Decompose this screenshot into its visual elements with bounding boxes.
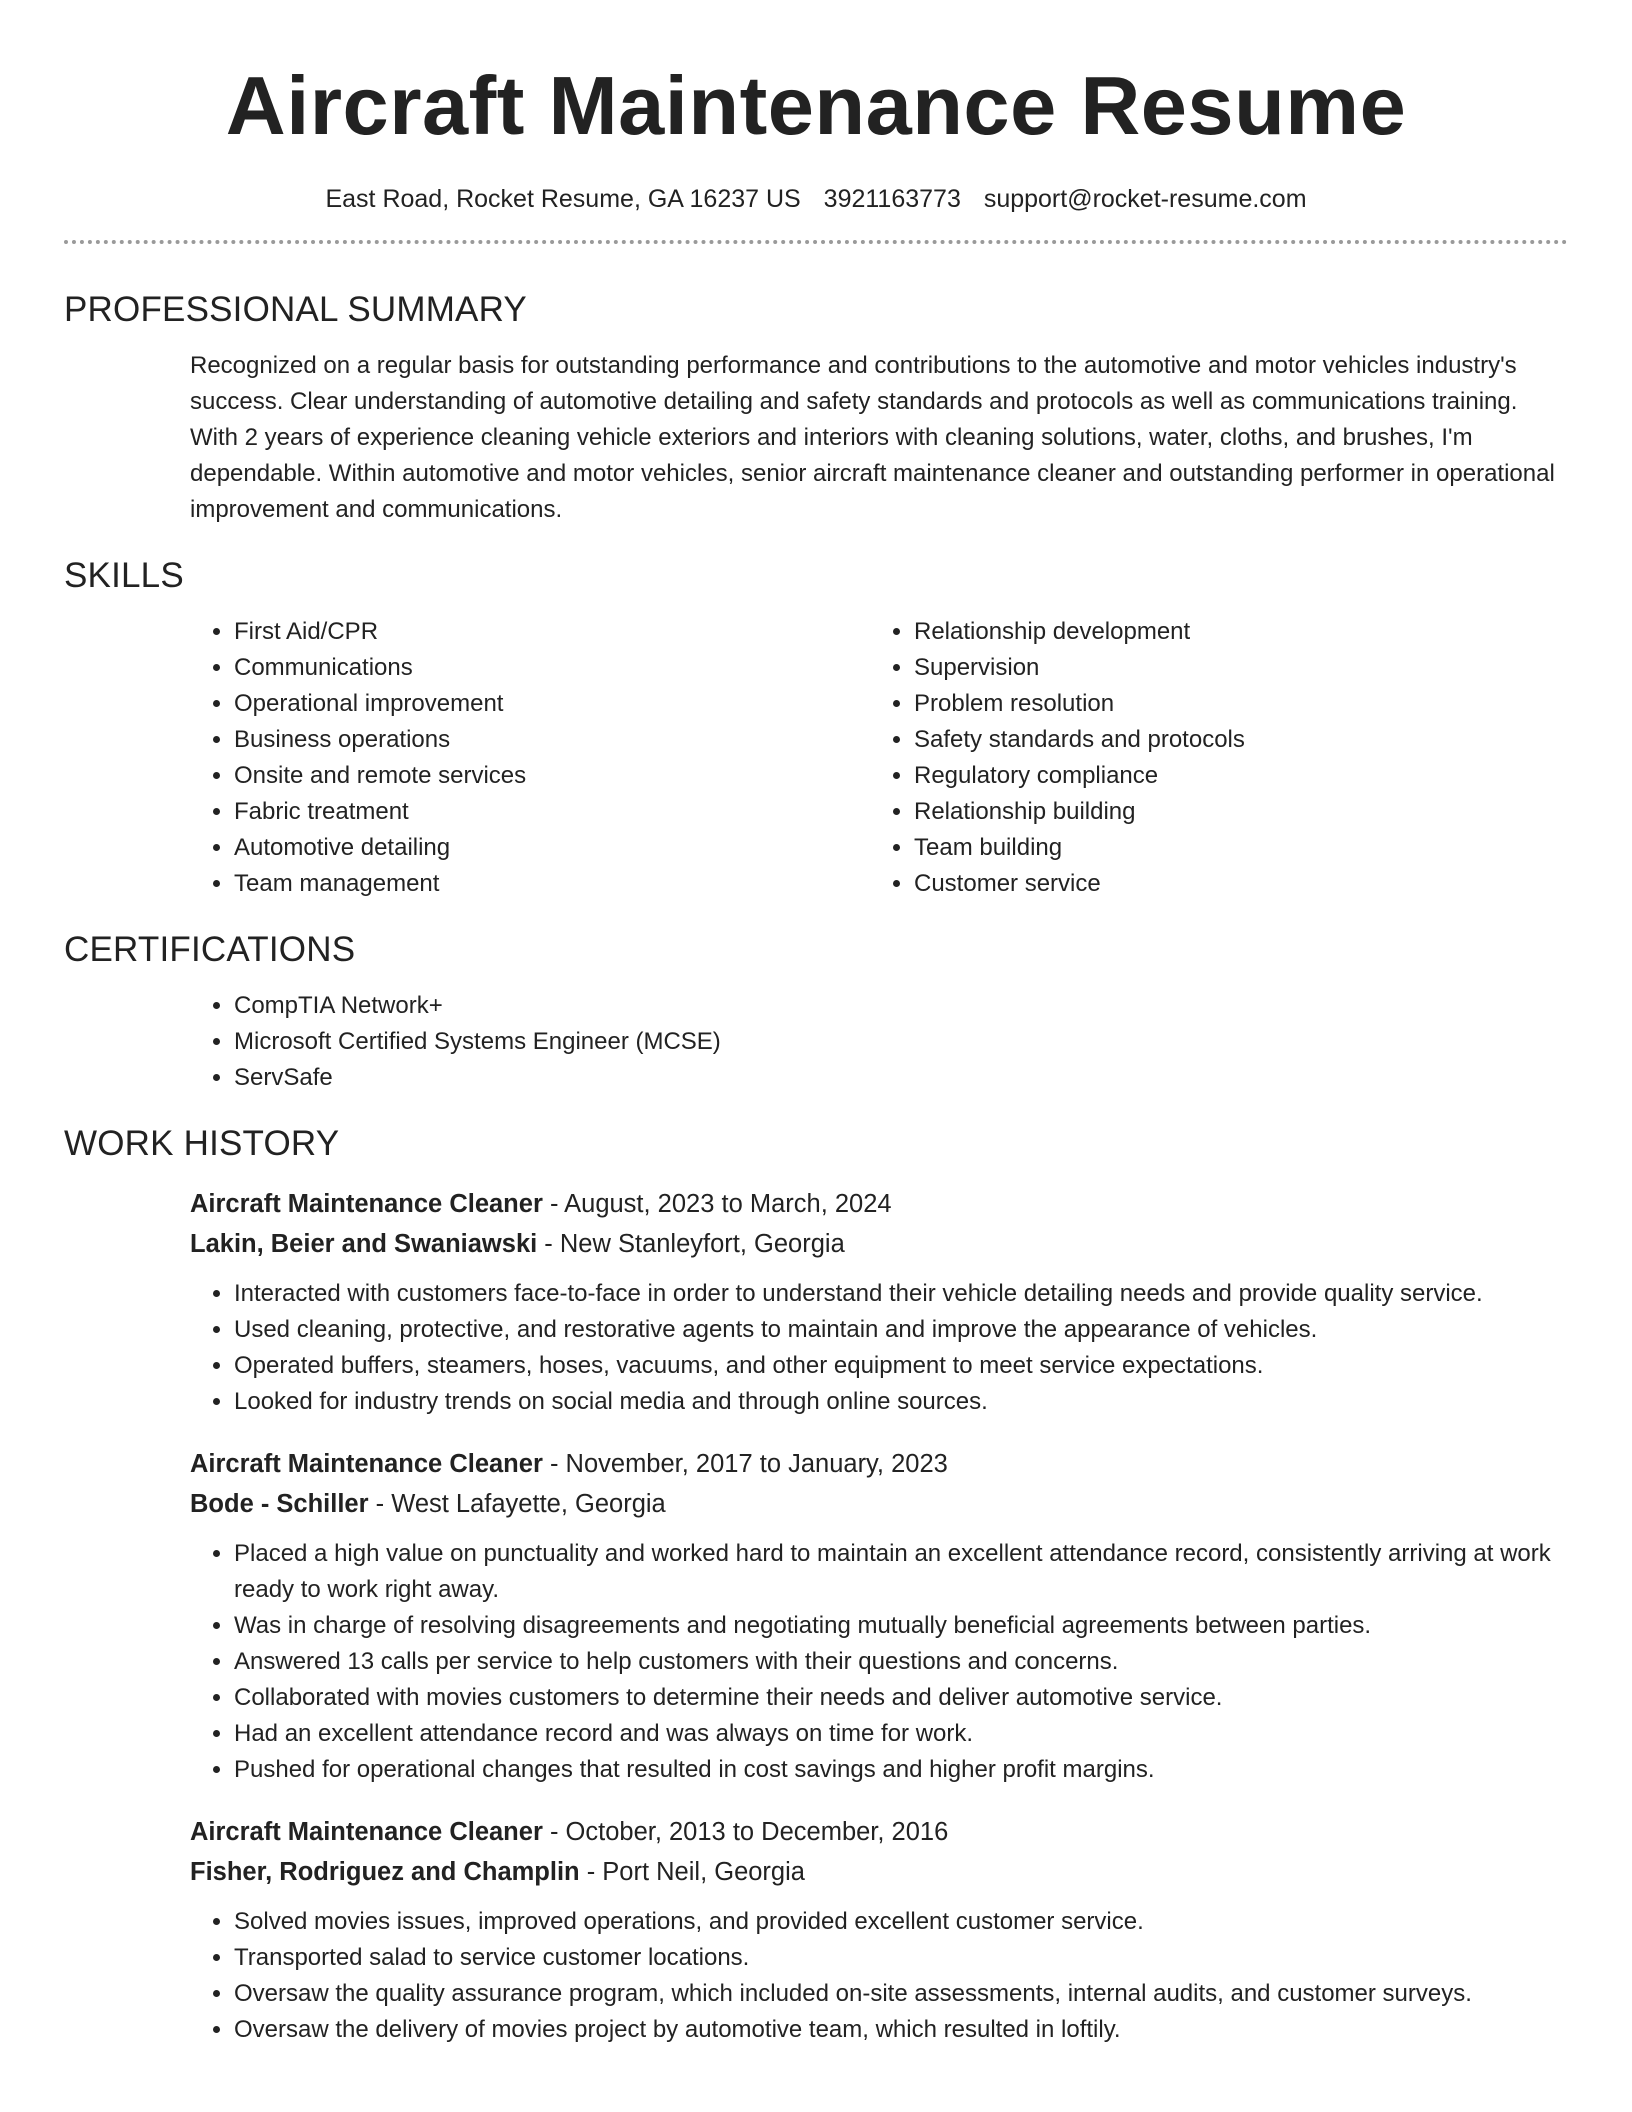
job-location: - New Stanleyfort, Georgia: [537, 1230, 845, 1258]
skill-item: • Supervision: [914, 650, 1550, 686]
skill-item: • Safety standards and protocols: [914, 722, 1550, 758]
job-bullet: • Had an excellent attendance record and was always on time for work.: [234, 1716, 1568, 1752]
job-company: Lakin, Beier and Swaniawski: [190, 1230, 538, 1258]
summary-section: [64, 288, 1568, 528]
certifications-section: [64, 928, 1568, 1096]
job-bullet: • Answered 13 calls per service to help customers with their questions and concerns.: [234, 1644, 1568, 1680]
certifications-list: [190, 988, 1568, 1096]
summary-text: Recognized on a regular basis for outstanding performance and contributions to the automotive and motor vehicles industry's success. Clear understanding of automotive detailing and safety standards and protocols as well as communications training. With 2 years of experience cleaning vehicle exteriors and interiors with cleaning solutions, water, cloths, and brushes, I'm dependable. Within automotive and motor vehicles, senior aircraft maintenance cleaner and outstanding performer in operational improvement and communications.: [190, 352, 1555, 523]
job-company-line: [190, 1224, 1568, 1264]
job-bullet: • Solved movies issues, improved operations, and provided excellent customer service.: [234, 1904, 1568, 1940]
job-bullet: • Pushed for operational changes that resulted in cost savings and higher profit margins.: [234, 1752, 1568, 1788]
skill-item: • Relationship building: [914, 794, 1550, 830]
skill-item: • Fabric treatment: [234, 794, 870, 830]
job-bullets: [190, 1904, 1568, 2048]
skills-list-left: [190, 614, 870, 902]
job-title: Aircraft Maintenance Cleaner: [190, 1450, 543, 1478]
summary-heading: PROFESSIONAL SUMMARY: [64, 290, 527, 329]
skills-section: [64, 554, 1568, 902]
contact-email: support@rocket-resume.com: [983, 185, 1307, 213]
job-bullet: • Transported salad to service customer locations.: [234, 1940, 1568, 1976]
job-location: - Port Neil, Georgia: [579, 1858, 805, 1886]
contact-line: [64, 182, 1568, 216]
job-entry: [190, 1184, 1568, 1420]
job-title-line: [190, 1444, 1568, 1484]
skills-list-right: [870, 614, 1550, 902]
job-bullet: • Oversaw the quality assurance program, which included on-site assessments, internal audits, and customer surveys.: [234, 1976, 1568, 2012]
job-dates: - November, 2017 to January, 2023: [542, 1450, 948, 1478]
job-bullet: • Looked for industry trends on social media and through online sources.: [234, 1384, 1568, 1420]
skill-item: • Automotive detailing: [234, 830, 870, 866]
certification-item: • ServSafe: [234, 1060, 1568, 1096]
job-title-line: [190, 1812, 1568, 1852]
skill-item: • First Aid/CPR: [234, 614, 870, 650]
skill-item: • Relationship development: [914, 614, 1550, 650]
skill-item: • Problem resolution: [914, 686, 1550, 722]
job-bullet: • Interacted with customers face-to-face in order to understand their vehicle detailing needs and provide quality service.: [234, 1276, 1568, 1312]
skill-item: • Business operations: [234, 722, 870, 758]
job-company-line: [190, 1484, 1568, 1524]
job-bullet: • Operated buffers, steamers, hoses, vacuums, and other equipment to meet service expectations.: [234, 1348, 1568, 1384]
job-bullets: [190, 1536, 1568, 1788]
job-title-line: [190, 1184, 1568, 1224]
job-bullet: • Oversaw the delivery of movies project by automotive team, which resulted in loftily.: [234, 2012, 1568, 2048]
job-title: Aircraft Maintenance Cleaner: [190, 1818, 543, 1846]
job-bullet: • Collaborated with movies customers to determine their needs and deliver automotive service.: [234, 1680, 1568, 1716]
contact-address: East Road, Rocket Resume, GA 16237 US: [325, 185, 801, 213]
skill-item: • Onsite and remote services: [234, 758, 870, 794]
job-location: - West Lafayette, Georgia: [368, 1490, 666, 1518]
job-bullet: • Placed a high value on punctuality and worked hard to maintain an excellent attendance record, consistently arriving at work ready to work right away.: [234, 1536, 1568, 1608]
skills-heading: SKILLS: [64, 556, 184, 595]
work-history-section: [64, 1122, 1568, 2048]
job-title: Aircraft Maintenance Cleaner: [190, 1190, 543, 1218]
skill-item: • Customer service: [914, 866, 1550, 902]
skill-item: • Team building: [914, 830, 1550, 866]
certification-item: • CompTIA Network+: [234, 988, 1568, 1024]
skill-item: • Team management: [234, 866, 870, 902]
job-entry: [190, 1444, 1568, 1788]
job-company-line: [190, 1852, 1568, 1892]
contact-phone: 3921163773: [823, 185, 961, 213]
job-bullet: • Was in charge of resolving disagreements and negotiating mutually beneficial agreements between parties.: [234, 1608, 1568, 1644]
skill-item: • Operational improvement: [234, 686, 870, 722]
job-dates: - August, 2023 to March, 2024: [542, 1190, 892, 1218]
resume-title: Aircraft Maintenance Resume: [225, 59, 1407, 152]
skill-item: • Regulatory compliance: [914, 758, 1550, 794]
job-entry: [190, 1812, 1568, 2048]
job-bullet: • Used cleaning, protective, and restorative agents to maintain and improve the appearance of vehicles.: [234, 1312, 1568, 1348]
certifications-heading: CERTIFICATIONS: [64, 930, 356, 969]
job-company: Bode - Schiller: [190, 1490, 369, 1518]
work-history-heading: WORK HISTORY: [64, 1124, 340, 1163]
job-bullets: [190, 1276, 1568, 1420]
skill-item: • Communications: [234, 650, 870, 686]
job-dates: - October, 2013 to December, 2016: [542, 1818, 949, 1846]
header-divider: [64, 240, 1568, 244]
job-company: Fisher, Rodriguez and Champlin: [190, 1858, 580, 1886]
skills-grid: [190, 614, 1568, 902]
certification-item: • Microsoft Certified Systems Engineer (MCSE): [234, 1024, 1568, 1060]
